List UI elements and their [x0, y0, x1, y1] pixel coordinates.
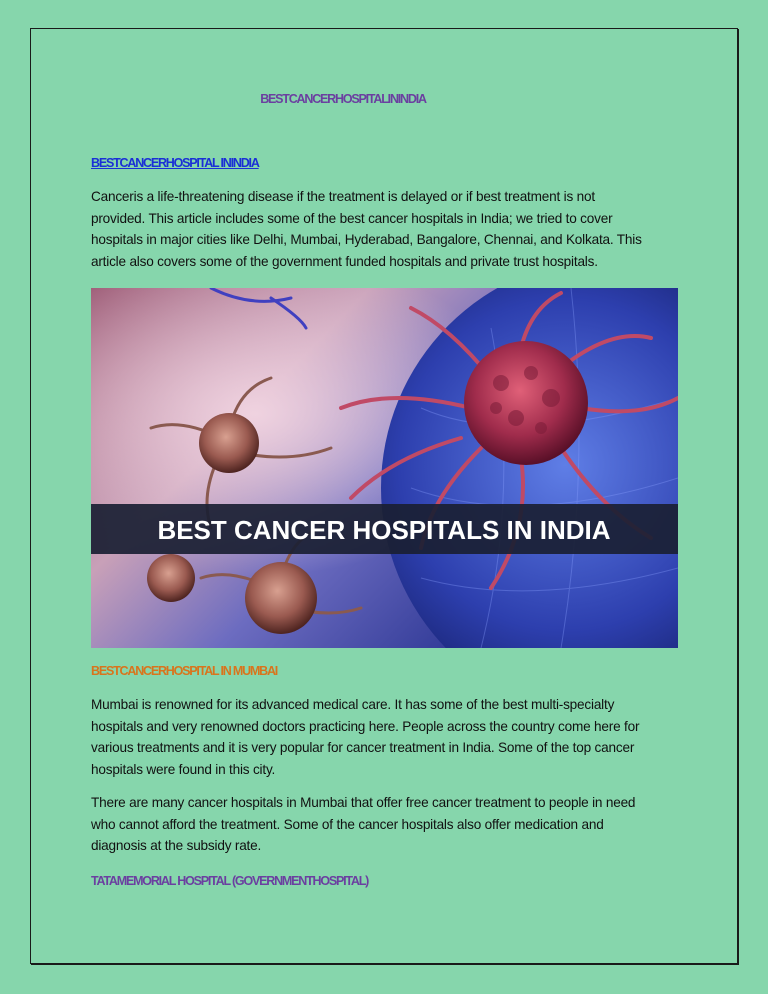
intro-paragraph [91, 186, 691, 272]
mumbai-p2-line: There are many cancer hospitals in Mumbai that offer free cancer treatment to people in need [91, 795, 636, 810]
mumbai-p1-line: hospitals and very renowned doctors practicing here. People across the country come here for [91, 718, 640, 734]
mumbai-p1-line: hospitals were found in this city. [91, 761, 276, 777]
mumbai-p1-line: various treatments and it is very popular for cancer treatment in India. Some of the top cancer [91, 740, 635, 756]
mumbai-p1-line: Mumbai is renowned for its advanced medical care. It has some of the best multi-specialty [91, 697, 615, 712]
hero-illustration [91, 288, 678, 648]
cancer-cells-hero-image [91, 288, 678, 648]
mumbai-p2-line: who cannot afford the treatment. Some of the cancer hospitals also offer medication and [91, 816, 604, 832]
tata-memorial-heading: TATAMEMORIAL HOSPITAL (GOVERNMENTHOSPITAL) [91, 874, 369, 888]
mumbai-paragraph-2 [91, 792, 691, 857]
best-cancer-hospital-link[interactable]: BESTCANCERHOSPITAL ININDIA [91, 156, 259, 170]
intro-line: article also covers some of the government funded hospitals and private trust hospitals. [91, 253, 598, 269]
intro-line: provided. This article includes some of the best cancer hospitals in India; we tried to cover [91, 210, 613, 226]
intro-line: Canceris a life-threatening disease if the treatment is delayed or if best treatment is not [91, 189, 595, 204]
document-title: BESTCANCERHOSPITALININDIA [260, 92, 426, 106]
mumbai-p2-line: diagnosis at the subsidy rate. [91, 838, 262, 854]
mumbai-paragraph-1 [91, 694, 691, 780]
hero-banner-text: BEST CANCER HOSPITALS IN INDIA [157, 515, 611, 545]
mumbai-heading: BESTCANCERHOSPITAL IN MUMBAI [91, 664, 278, 678]
intro-line: hospitals in major cities like Delhi, Mumbai, Hyderabad, Bangalore, Chennai, and Kolkata. This [91, 232, 642, 248]
